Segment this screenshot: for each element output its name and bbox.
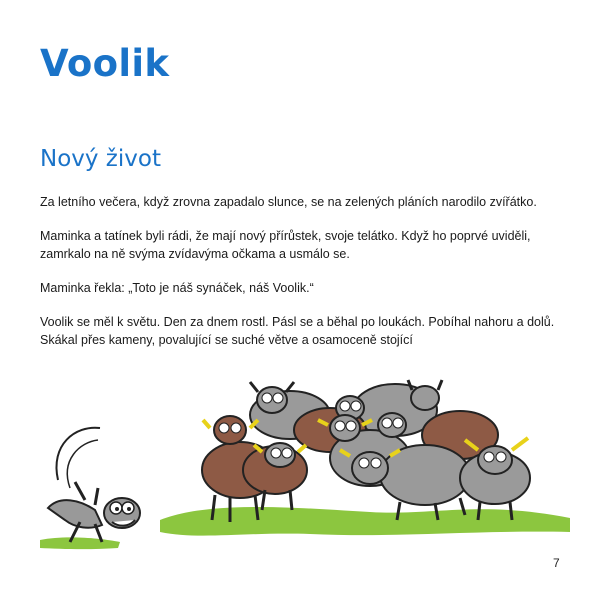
jump-arc xyxy=(67,440,98,488)
paragraph: Voolik se měl k světu. Den za dnem rostl. Pásl se a běhal po loukách. Pobíhal nahoru a dolů. Skákal přes kameny, povalující se suché větve a osamoceně stojící xyxy=(40,315,555,347)
voolik-calf xyxy=(48,482,140,542)
page-number: 7 xyxy=(553,556,560,570)
book-title: Voolik xyxy=(40,42,170,85)
grass-patch xyxy=(160,507,570,536)
grass-patch xyxy=(40,537,120,549)
cow-front-brown xyxy=(243,443,307,510)
paragraph: Maminka řekla: „Toto je náš synáček, náš Voolik.“ xyxy=(40,281,314,295)
paragraph: Za letního večera, když zrovna zapadalo slunce, se na zelených pláních narodilo zvířátko. xyxy=(40,195,537,209)
herd-illustration xyxy=(40,370,570,555)
jump-arc xyxy=(56,428,100,480)
story-text xyxy=(40,193,570,349)
chapter-title: Nový život xyxy=(40,146,161,172)
paragraph: Maminka a tatínek byli rádi, že mají nový přírůstek, svoje telátko. Když ho poprvé uviděli, zamrkalo na ně svýma zvídavýma očkama a usmálo se. xyxy=(40,229,531,261)
